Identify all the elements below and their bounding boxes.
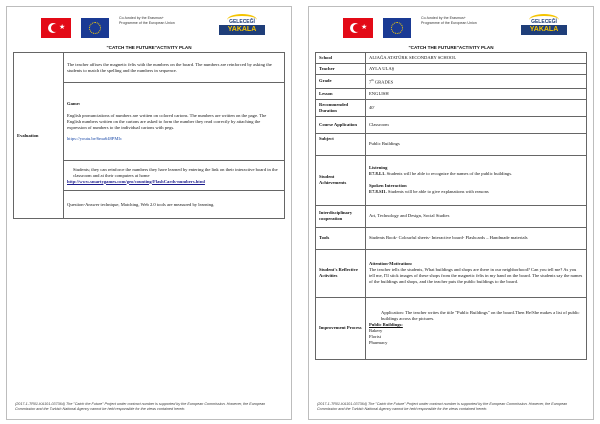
achievements-label: Student Achievements bbox=[316, 155, 366, 205]
duration-value: 40' bbox=[366, 99, 587, 116]
logo-text-bottom: YAKALA bbox=[219, 25, 265, 35]
duration-label: Recommended Duration bbox=[316, 99, 366, 116]
table-row bbox=[316, 53, 587, 64]
eu-flag-icon bbox=[81, 18, 109, 38]
listening-heading: Listening bbox=[369, 165, 388, 171]
plan-title: "CATCH THE FUTURE"ACTIVITY PLAN bbox=[408, 45, 494, 50]
erasmus-cofunded-text: Co-funded by the Erasmus+ Programme of the European Union bbox=[421, 16, 477, 25]
subject-value: Public Buildings bbox=[366, 133, 587, 155]
logo-text-bottom: YAKALA bbox=[521, 25, 567, 35]
listening-text: Students will be able to recognize the names of the public buildings. bbox=[385, 171, 513, 177]
game-text: English pronunciations of numbers are written on colored cartons. The numbers are written on the page. The English numbers written on the cartons are asked to form the number they read correctly by attaching the expression of numbers to the individual cartons with pegs. bbox=[67, 113, 267, 130]
improvement-cell bbox=[366, 297, 587, 359]
lesson-label: Lesson bbox=[316, 88, 366, 99]
evaluation-label: Evaluation bbox=[14, 53, 64, 219]
eu-flag-icon bbox=[383, 18, 411, 38]
table-row bbox=[316, 297, 587, 359]
spoken-code: E7.8.SI1. bbox=[369, 189, 387, 195]
gelecegi-yakala-logo bbox=[219, 14, 265, 41]
interdisciplinary-label: Interdisciplinary cooperation bbox=[316, 205, 366, 227]
teacher-label: Teacher bbox=[316, 64, 366, 75]
footer-disclaimer: (2017-1-TR01-KA101-037364) The "Catch the Future" Project under contract number is supported by the European Commission. However, the European Commission and the Turkish National Agency cannot be held responsible for the views contained herein. bbox=[15, 401, 266, 412]
footer-disclaimer: (2017-1-TR01-KA101-037364) The "Catch the Future" Project under contract number is supported by the European Commission. However, the European Commission and the Turkish National Agency cannot be held responsible for the views contained herein. bbox=[317, 401, 568, 412]
improvement-label: Improvement Process bbox=[316, 297, 366, 359]
table-row bbox=[316, 88, 587, 99]
plan-table-right bbox=[315, 52, 587, 360]
spoken-heading: Spoken Interaction bbox=[369, 183, 407, 189]
game-cell bbox=[64, 83, 285, 161]
grade-value: 7th GRADES bbox=[366, 75, 587, 89]
flashcards-link[interactable]: http://www.smartygames.com/geo/counting/FlashCards-numbers.html bbox=[67, 178, 205, 184]
board-text: Students; they can reinforce the numbers they have learned by entering the link on their interactive board in the classroom and at their computers at home bbox=[73, 166, 278, 178]
turkey-flag-icon: ★ bbox=[343, 18, 373, 38]
table-row bbox=[316, 205, 587, 227]
attention-heading: Attention-Motivation: bbox=[369, 261, 413, 267]
list-item: Florist bbox=[369, 334, 381, 340]
table-row bbox=[316, 75, 587, 89]
logo-text-top: GELECEĞİ bbox=[531, 19, 557, 25]
listening-code: E7.8.L1. bbox=[369, 171, 386, 177]
public-buildings-heading: Public Buildings: bbox=[369, 322, 403, 328]
course-application-label: Course Application bbox=[316, 116, 366, 133]
gelecegi-yakala-logo bbox=[521, 14, 567, 41]
school-label: School bbox=[316, 53, 366, 64]
grade-label: Grade bbox=[316, 75, 366, 89]
school-value: ALIAĞA ATATÜRK SECONDARY SCHOOL bbox=[366, 53, 587, 64]
plan-table-left bbox=[13, 52, 285, 219]
table-row bbox=[316, 133, 587, 155]
table-row bbox=[316, 64, 587, 75]
list-item: Pharmacy bbox=[369, 340, 388, 346]
board-cell bbox=[64, 161, 285, 191]
turkey-flag-icon: ★ bbox=[41, 18, 71, 38]
interdisciplinary-value: Art, Technology and Design, Social Studies bbox=[366, 205, 587, 227]
table-row bbox=[316, 155, 587, 205]
plan-title: "CATCH THE FUTURE"ACTIVITY PLAN bbox=[106, 45, 192, 50]
subject-label: Subject bbox=[316, 133, 366, 155]
lesson-value: ENGLISH bbox=[366, 88, 587, 99]
header-logos bbox=[19, 14, 279, 42]
reflective-label: Student's Reflective Activities bbox=[316, 249, 366, 297]
attention-text: The teacher tells the students, What buildings and shops are there in our neighborhood? Can you tell me? As you tell me, I'll stick images of these shops from the magnetic felts in my hand on the board. The students say the names of the buildings and shops, and the teacher puts the public buildings to the board. bbox=[369, 267, 583, 285]
game-video-link[interactable]: https://youtu.be/6ma648PMIc bbox=[67, 136, 122, 141]
teacher-value: AYLA ULAŞ bbox=[366, 64, 587, 75]
table-row bbox=[316, 116, 587, 133]
qa-cell: Question-Answer technique, Matching, Web 2.0 tools are measured by learning. bbox=[64, 191, 285, 219]
course-application-value: Classroom bbox=[366, 116, 587, 133]
achievements-cell bbox=[366, 155, 587, 205]
spoken-text: Students will be able to give explanations with reasons bbox=[386, 189, 489, 195]
activity-plan-page-left bbox=[6, 6, 292, 420]
activity-plan-page-right bbox=[308, 6, 594, 420]
tools-label: Tools bbox=[316, 227, 366, 249]
application-text: Application: The teacher writes the title "Public Buildings" on the board.Then He/She makes a list of public buildings across the pictures. bbox=[381, 310, 580, 322]
table-row bbox=[316, 227, 587, 249]
table-row bbox=[316, 99, 587, 116]
intro-cell: The teacher affixes the magnetic felts with the numbers on the board. The numbers are reinforced by asking the students to match the spelling and the numbers in sequence. bbox=[64, 53, 285, 83]
tools-value: Students Book- Colourful sheets- Interactive board- Flashcards – Handmade materials bbox=[366, 227, 587, 249]
table-row bbox=[316, 249, 587, 297]
table-row bbox=[14, 53, 285, 83]
erasmus-cofunded-text: Co-funded by the Erasmus+ Programme of the European Union bbox=[119, 16, 175, 25]
header-logos bbox=[321, 14, 581, 42]
reflective-cell bbox=[366, 249, 587, 297]
logo-text-top: GELECEĞİ bbox=[229, 19, 255, 25]
list-item: Bakery bbox=[369, 328, 383, 334]
game-heading: Game: bbox=[67, 101, 81, 106]
